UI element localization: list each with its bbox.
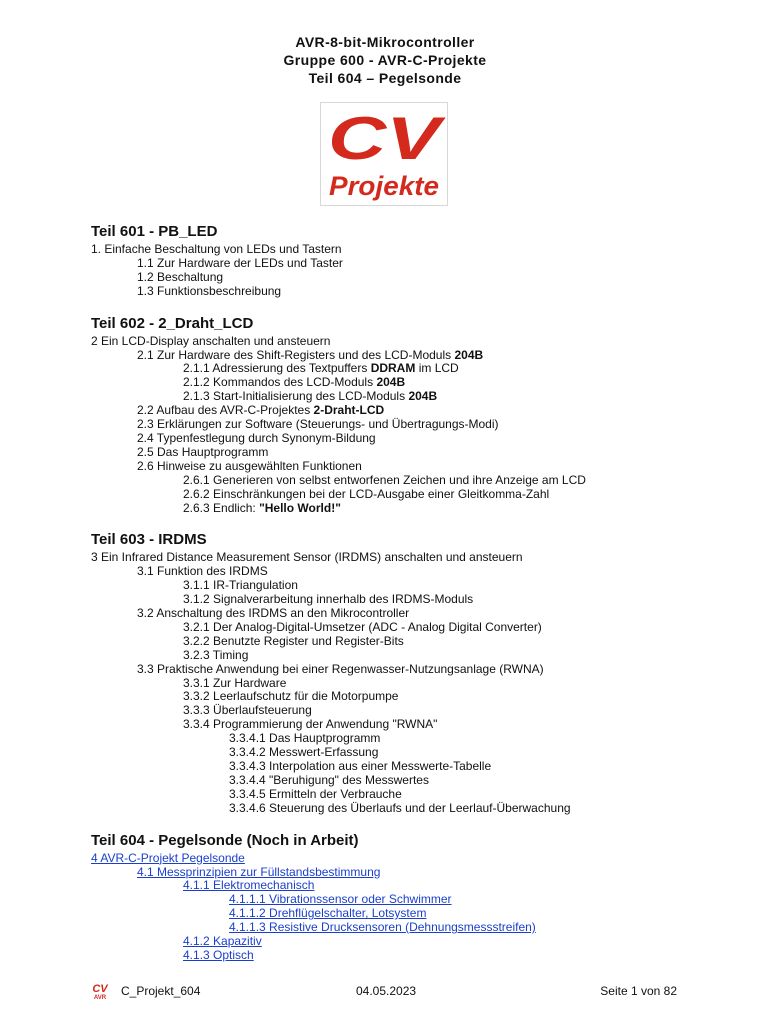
toc-item: 1. Einfache Beschaltung von LEDs und Tastern bbox=[91, 242, 342, 256]
toc-item: 3.2.1 Der Analog-Digital-Umsetzer (ADC - Analog Digital Converter) bbox=[183, 619, 542, 634]
toc-link[interactable]: 4.1.1.2 Drehflügelschalter, Lotsystem bbox=[229, 906, 427, 921]
toc-item: 3.3 Praktische Anwendung bei einer Regenwasser-Nutzungsanlage (RWNA) bbox=[137, 661, 544, 676]
toc-item: 3.3.1 Zur Hardware bbox=[183, 675, 287, 690]
header-line-3: Teil 604 – Pegelsonde bbox=[308, 70, 462, 86]
header-line-1: AVR-8-bit-Mikrocontroller bbox=[295, 34, 475, 50]
toc-item: 2.6.1 Generieren von selbst entworfenen Zeichen und ihre Anzeige am LCD bbox=[183, 472, 586, 487]
footer-page-number: Seite 1 von 82 bbox=[600, 984, 677, 998]
toc-item: 3 Ein Infrared Distance Measurement Sensor (IRDMS) anschalten und ansteuern bbox=[91, 550, 523, 565]
header-line-2: Gruppe 600 - AVR-C-Projekte bbox=[283, 52, 487, 68]
toc-item: 2.4 Typenfestlegung durch Synonym-Bildung bbox=[137, 430, 376, 445]
toc-item: 3.3.4.3 Interpolation aus einer Messwerte-Tabelle bbox=[229, 759, 492, 773]
section-title: Teil 603 - IRDMS bbox=[91, 531, 207, 549]
section-603 bbox=[91, 530, 751, 815]
toc-item: 1.3 Funktionsbeschreibung bbox=[137, 283, 282, 298]
toc-link[interactable]: 4.1 Messprinzipien zur Füllstandsbestimmung bbox=[137, 864, 381, 879]
toc-item: 1.2 Beschaltung bbox=[137, 269, 224, 284]
toc-item: 3.2 Anschaltung des IRDMS an den Mikrocontroller bbox=[137, 606, 410, 621]
toc-item: 2.1.3 Start-Initialisierung des LCD-Moduls 204B bbox=[183, 389, 438, 404]
section-title: Teil 601 - PB_LED bbox=[91, 223, 218, 240]
toc-item: 3.3.4.1 Das Hauptprogramm bbox=[229, 731, 381, 746]
section-604 bbox=[91, 831, 751, 963]
toc-link[interactable]: 4.1.1 Elektromechanisch bbox=[183, 878, 315, 893]
toc-item: 3.1 Funktion des IRDMS bbox=[137, 564, 268, 579]
toc-link[interactable]: 4.1.1.3 Resistive Drucksensoren (Dehnungsmessstreifen) bbox=[229, 920, 536, 935]
toc-item: 3.3.3 Überlaufsteuerung bbox=[183, 703, 312, 718]
section-602 bbox=[91, 314, 751, 516]
section-title: Teil 604 - Pegelsonde (Noch in Arbeit) bbox=[91, 831, 359, 849]
toc-item: 2.6.3 Endlich: "Hello World!" bbox=[183, 500, 341, 515]
toc-item: 3.2.3 Timing bbox=[183, 647, 249, 662]
toc-item: 3.3.2 Leerlaufschutz für die Motorpumpe bbox=[183, 689, 399, 704]
toc-item: 2.1 Zur Hardware des Shift-Registers und des LCD-Moduls 204B bbox=[137, 347, 484, 362]
svg-text:CV: CV bbox=[92, 983, 108, 995]
toc-item: 3.3.4.2 Messwert-Erfassung bbox=[229, 745, 379, 760]
toc-item: 2.3 Erklärungen zur Software (Steuerungs- und Übertragungs-Modi) bbox=[137, 417, 499, 432]
toc-link[interactable]: 4 AVR-C-Projekt Pegelsonde bbox=[91, 850, 245, 865]
toc-link[interactable]: 4.1.1.1 Vibrationssensor oder Schwimmer bbox=[229, 892, 452, 907]
toc-item: 3.3.4 Programmierung der Anwendung "RWNA" bbox=[183, 717, 438, 732]
footer-cv-avr-logo bbox=[91, 982, 109, 1000]
document-header bbox=[0, 33, 770, 87]
toc-item: 2.1.2 Kommandos des LCD-Moduls 204B bbox=[183, 375, 406, 390]
cv-projekte-logo bbox=[320, 102, 448, 206]
toc-item: 3.3.4.6 Steuerung des Überlaufs und der Leerlauf-Überwachung bbox=[229, 800, 571, 815]
svg-text:AVR: AVR bbox=[93, 995, 107, 1000]
toc-link[interactable]: 4.1.2 Kapazitiv bbox=[183, 934, 262, 949]
toc-item: 2.6 Hinweise zu ausgewählten Funktionen bbox=[137, 458, 362, 473]
footer-date: 04.05.2023 bbox=[356, 984, 417, 998]
page-footer bbox=[91, 982, 691, 1000]
toc-item: 3.3.4.5 Ermitteln der Verbrauche bbox=[229, 786, 402, 801]
toc-item: 1.1 Zur Hardware der LEDs und Taster bbox=[137, 255, 343, 270]
toc-link[interactable]: 4.1.3 Optisch bbox=[183, 947, 254, 962]
section-601 bbox=[91, 222, 751, 299]
toc-item: 2.1.1 Adressierung des Textpuffers DDRAM im LCD bbox=[183, 361, 459, 376]
toc-item: 3.2.2 Benutzte Register und Register-Bits bbox=[183, 633, 404, 648]
footer-filename: C_Projekt_604 bbox=[121, 984, 201, 998]
logo-cv-text: CV bbox=[328, 105, 447, 172]
table-of-contents bbox=[91, 218, 751, 963]
toc-item: 3.1.1 IR-Triangulation bbox=[183, 578, 298, 593]
toc-item: 2 Ein LCD-Display anschalten und ansteuern bbox=[91, 333, 331, 348]
logo-projekte-text: Projekte bbox=[329, 171, 439, 201]
toc-item: 3.1.2 Signalverarbeitung innerhalb des IRDMS-Moduls bbox=[183, 592, 474, 607]
toc-item: 2.2 Aufbau des AVR-C-Projektes 2-Draht-LCD bbox=[137, 403, 385, 418]
section-title: Teil 602 - 2_Draht_LCD bbox=[91, 314, 254, 332]
toc-item: 3.3.4.4 "Beruhigung" des Messwertes bbox=[229, 772, 429, 787]
toc-item: 2.6.2 Einschränkungen bei der LCD-Ausgabe einer Gleitkomma-Zahl bbox=[183, 486, 550, 501]
toc-item: 2.5 Das Hauptprogramm bbox=[137, 444, 269, 459]
